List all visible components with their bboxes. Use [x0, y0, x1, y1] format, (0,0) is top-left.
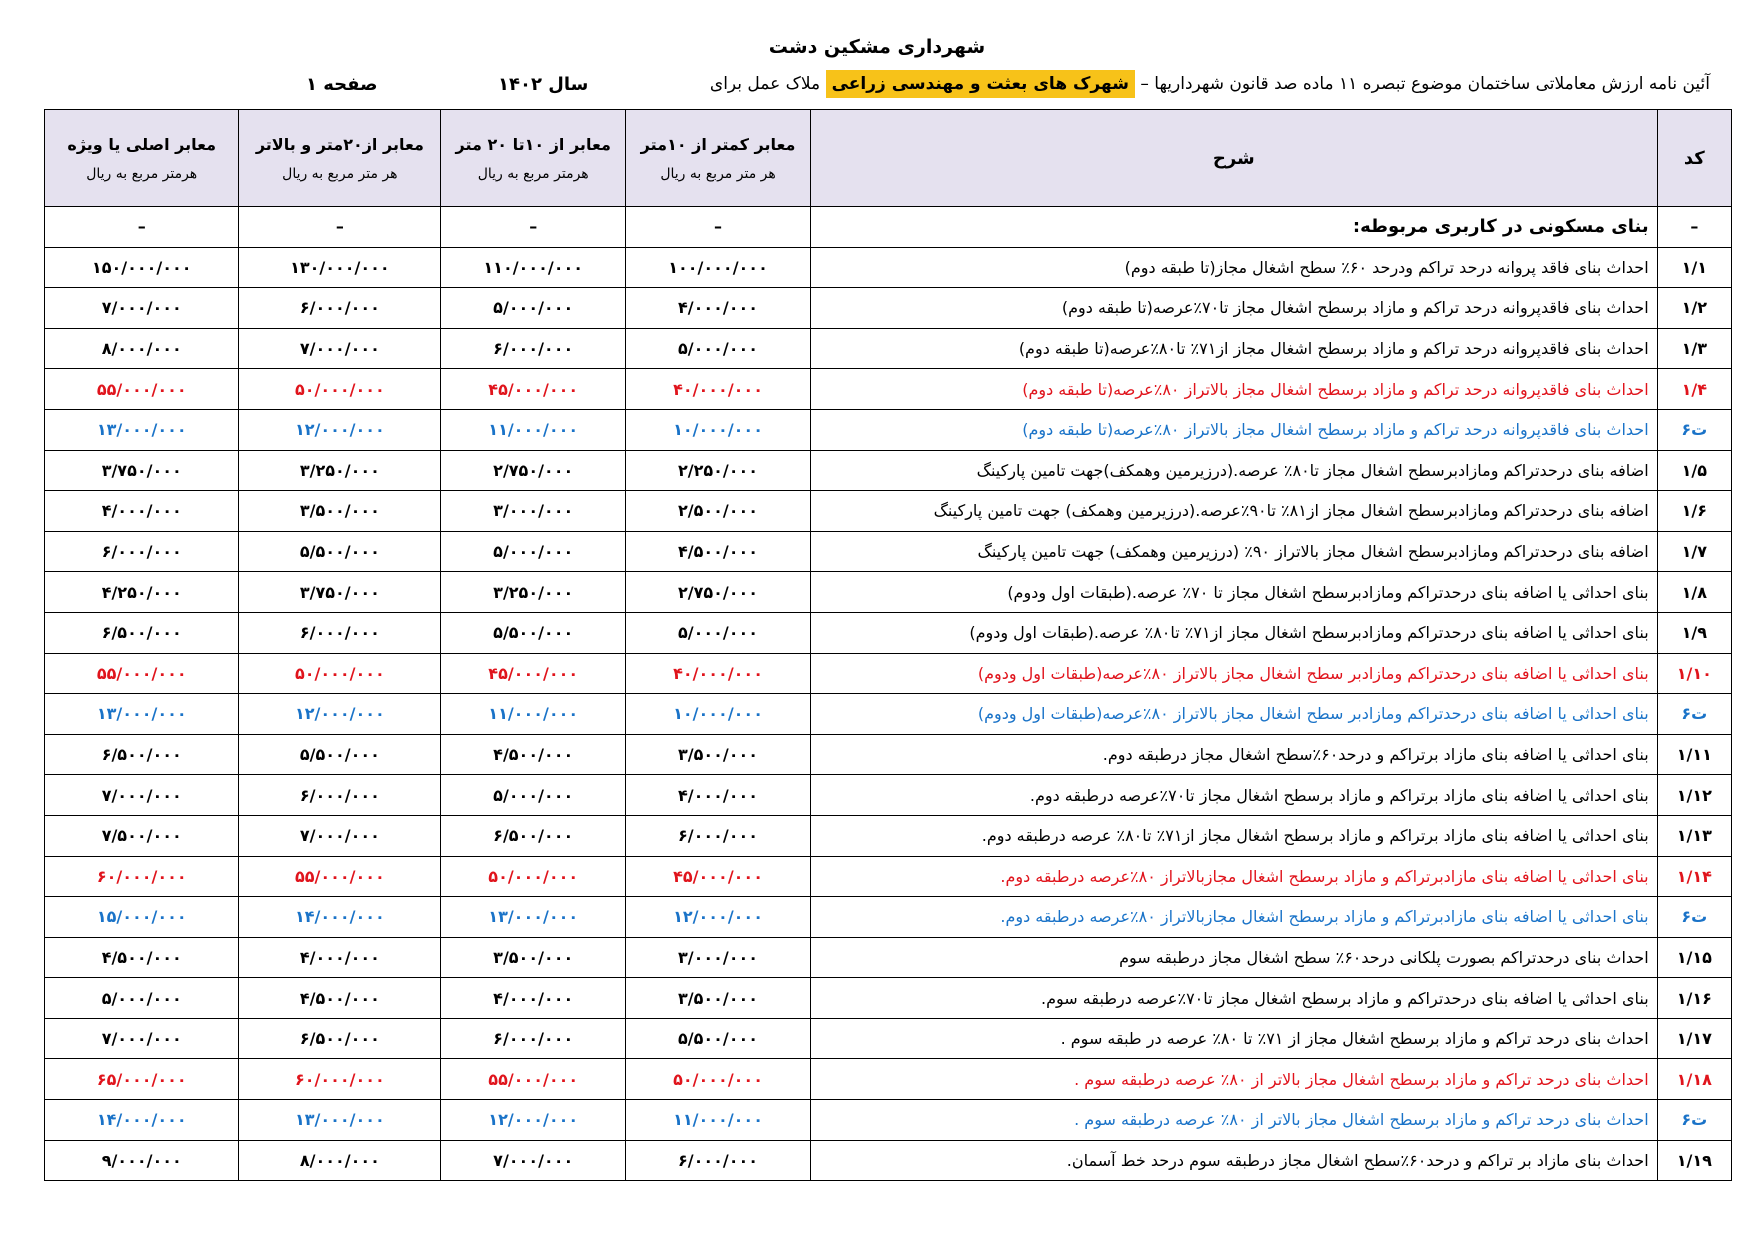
- row-code: ۱/۳: [1657, 328, 1731, 369]
- row-code: ۱/۴: [1657, 369, 1731, 410]
- value-under-10m: ۲/۷۵۰/۰۰۰: [626, 572, 811, 613]
- value-over-20m: ۵۵/۰۰۰/۰۰۰: [239, 856, 441, 897]
- value-under-10m: ۶/۰۰۰/۰۰۰: [626, 1140, 811, 1181]
- row-code: ۱/۱۴: [1657, 856, 1731, 897]
- value-over-20m: ۶/۰۰۰/۰۰۰: [239, 288, 441, 329]
- row-description: احداث بنای فاقدپروانه درحد تراکم و مازاد برسطح اشغال مجاز بالاتراز ۸۰٪عرصه(تا طبقه دوم): [810, 369, 1657, 410]
- row-code: ۱/۱۶: [1657, 978, 1731, 1019]
- value-over-20m: ۵/۵۰۰/۰۰۰: [239, 734, 441, 775]
- row-description: احداث بنای فاقد پروانه درحد تراکم ودرحد ۶۰٪ سطح اشغال مجاز(تا طبقه دوم): [810, 247, 1657, 288]
- year-label: سال ۱۴۰۲: [498, 74, 589, 95]
- value-main-roads: ۱۳/۰۰۰/۰۰۰: [45, 694, 239, 735]
- row-description: بنای احداثی یا اضافه بنای مازاد برتراکم و درحد۶۰٪سطح اشغال مجاز درطبقه دوم.: [810, 734, 1657, 775]
- value-over-20m: ۶/۰۰۰/۰۰۰: [239, 612, 441, 653]
- value-10-20m: ۵۰/۰۰۰/۰۰۰: [441, 856, 626, 897]
- value-under-10m: ۴۰/۰۰۰/۰۰۰: [626, 369, 811, 410]
- value-main-roads: ۱۳/۰۰۰/۰۰۰: [45, 409, 239, 450]
- value-under-10m: ۲/۲۵۰/۰۰۰: [626, 450, 811, 491]
- table-row: [45, 409, 1732, 450]
- subtitle-prefix: آئین نامه ارزش معاملاتی ساختمان موضوع تبصره ۱۱ ماده صد قانون شهرداریها –: [1134, 74, 1710, 94]
- row-code: ت۶: [1657, 694, 1731, 735]
- row-code: ۱/۶: [1657, 491, 1731, 532]
- row-description: بنای احداثی یا اضافه بنای درحدتراکم ومازادبر سطح اشغال مجاز بالاتراز ۸۰٪عرصه(طبقات اول ودوم): [810, 653, 1657, 694]
- row-code: ۱/۲: [1657, 288, 1731, 329]
- table-row: [45, 247, 1732, 288]
- table-row: [45, 1140, 1732, 1181]
- value-10-20m: ۱۱۰/۰۰۰/۰۰۰: [441, 247, 626, 288]
- value-10-20m: ۵۵/۰۰۰/۰۰۰: [441, 1059, 626, 1100]
- value-main-roads: ۴/۰۰۰/۰۰۰: [45, 491, 239, 532]
- value-over-20m: –: [239, 207, 441, 248]
- value-under-10m: ۵/۰۰۰/۰۰۰: [626, 612, 811, 653]
- value-main-roads: ۶/۰۰۰/۰۰۰: [45, 531, 239, 572]
- value-under-10m: –: [626, 207, 811, 248]
- col-header-main-roads: [45, 110, 239, 207]
- col-header-unit: هر متر مربع به ریال: [282, 165, 398, 182]
- value-over-20m: ۶۰/۰۰۰/۰۰۰: [239, 1059, 441, 1100]
- value-over-20m: ۱۳۰/۰۰۰/۰۰۰: [239, 247, 441, 288]
- value-over-20m: ۱۳/۰۰۰/۰۰۰: [239, 1100, 441, 1141]
- value-over-20m: ۱۴/۰۰۰/۰۰۰: [239, 897, 441, 938]
- value-over-20m: ۴/۵۰۰/۰۰۰: [239, 978, 441, 1019]
- table-row: [45, 1100, 1732, 1141]
- row-code: ت۶: [1657, 409, 1731, 450]
- row-description: بنای احداثی یا اضافه بنای درحدتراکم ومازادبرسطح اشغال مجاز تا ۷۰٪ عرصه.(طبقات اول ودوم): [810, 572, 1657, 613]
- row-code: ۱/۱۲: [1657, 775, 1731, 816]
- value-over-20m: ۳/۲۵۰/۰۰۰: [239, 450, 441, 491]
- row-description: بنای مسکونی در کاربری مربوطه:: [810, 207, 1657, 248]
- row-code: ۱/۷: [1657, 531, 1731, 572]
- row-code: ۱/۹: [1657, 612, 1731, 653]
- table-row: [45, 815, 1732, 856]
- value-main-roads: ۱۵۰/۰۰۰/۰۰۰: [45, 247, 239, 288]
- value-under-10m: ۳/۰۰۰/۰۰۰: [626, 937, 811, 978]
- value-10-20m: ۵/۰۰۰/۰۰۰: [441, 775, 626, 816]
- value-under-10m: ۴۰/۰۰۰/۰۰۰: [626, 653, 811, 694]
- table-row: [45, 734, 1732, 775]
- table-row: [45, 572, 1732, 613]
- value-under-10m: ۴/۰۰۰/۰۰۰: [626, 775, 811, 816]
- col-header-10-20m: [441, 110, 626, 207]
- value-10-20m: –: [441, 207, 626, 248]
- value-over-20m: ۷/۰۰۰/۰۰۰: [239, 815, 441, 856]
- row-description: بنای احداثی یا اضافه بنای درحدتراکم ومازادبرسطح اشغال مجاز از۷۱٪ تا۸۰٪ عرصه.(طبقات اول ودوم): [810, 612, 1657, 653]
- value-under-10m: ۳/۵۰۰/۰۰۰: [626, 734, 811, 775]
- value-10-20m: ۷/۰۰۰/۰۰۰: [441, 1140, 626, 1181]
- table-row: [45, 694, 1732, 735]
- table-row: [45, 653, 1732, 694]
- value-over-20m: ۷/۰۰۰/۰۰۰: [239, 328, 441, 369]
- value-under-10m: ۱۰۰/۰۰۰/۰۰۰: [626, 247, 811, 288]
- value-over-20m: ۶/۰۰۰/۰۰۰: [239, 775, 441, 816]
- row-description: احداث بنای فاقدپروانه درحد تراکم و مازاد برسطح اشغال مجاز تا۷۰٪عرصه(تا طبقه دوم): [810, 288, 1657, 329]
- table-row: [45, 1018, 1732, 1059]
- row-code: ت۶: [1657, 1100, 1731, 1141]
- value-under-10m: ۱۱/۰۰۰/۰۰۰: [626, 1100, 811, 1141]
- value-main-roads: –: [45, 207, 239, 248]
- value-10-20m: ۱۱/۰۰۰/۰۰۰: [441, 694, 626, 735]
- row-code: ۱/۵: [1657, 450, 1731, 491]
- value-over-20m: ۳/۷۵۰/۰۰۰: [239, 572, 441, 613]
- value-under-10m: ۶/۰۰۰/۰۰۰: [626, 815, 811, 856]
- table-row: [45, 288, 1732, 329]
- table-row: [45, 1059, 1732, 1100]
- row-description: احداث بنای فاقدپروانه درحد تراکم و مازاد برسطح اشغال مجاز از۷۱٪ تا۸۰٪عرصه(تا طبقه دوم): [810, 328, 1657, 369]
- subtitle: [710, 74, 1710, 94]
- row-description: احداث بنای مازاد بر تراکم و درحد۶۰٪سطح اشغال مجاز درطبقه سوم درحد خط آسمان.: [810, 1140, 1657, 1181]
- value-over-20m: ۴/۰۰۰/۰۰۰: [239, 937, 441, 978]
- table-row: [45, 328, 1732, 369]
- value-over-20m: ۵/۵۰۰/۰۰۰: [239, 531, 441, 572]
- row-description: احداث بنای فاقدپروانه درحد تراکم و مازاد برسطح اشغال مجاز بالاتراز ۸۰٪عرصه(تا طبقه دوم): [810, 409, 1657, 450]
- row-description: بنای احداثی یا اضافه بنای مازادبرتراکم و مازاد برسطح اشغال مجازبالاتراز ۸۰٪عرصه درطبقه دوم.: [810, 897, 1657, 938]
- value-over-20m: ۳/۵۰۰/۰۰۰: [239, 491, 441, 532]
- col-header-unit: هرمتر مربع به ریال: [477, 165, 589, 182]
- value-10-20m: ۴۵/۰۰۰/۰۰۰: [441, 369, 626, 410]
- value-under-10m: ۱۰/۰۰۰/۰۰۰: [626, 409, 811, 450]
- value-over-20m: ۵۰/۰۰۰/۰۰۰: [239, 653, 441, 694]
- page-number: صفحه ۱: [306, 74, 378, 95]
- subtitle-row: [0, 74, 1754, 104]
- value-main-roads: ۱۴/۰۰۰/۰۰۰: [45, 1100, 239, 1141]
- table-row: [45, 612, 1732, 653]
- table-row: [45, 897, 1732, 938]
- value-main-roads: ۵/۰۰۰/۰۰۰: [45, 978, 239, 1019]
- value-main-roads: ۶/۵۰۰/۰۰۰: [45, 612, 239, 653]
- row-description: بنای احداثی یا اضافه بنای درحدتراکم و مازاد برسطح اشغال مجاز تا۷۰٪عرصه درطبقه سوم.: [810, 978, 1657, 1019]
- value-main-roads: ۶/۵۰۰/۰۰۰: [45, 734, 239, 775]
- row-description: بنای احداثی یا اضافه بنای درحدتراکم ومازادبر سطح اشغال مجاز بالاتراز ۸۰٪عرصه(طبقات اول ودوم): [810, 694, 1657, 735]
- col-header-desc: شرح: [810, 110, 1657, 207]
- value-10-20m: ۴/۵۰۰/۰۰۰: [441, 734, 626, 775]
- row-code: ۱/۱۱: [1657, 734, 1731, 775]
- value-main-roads: ۷/۰۰۰/۰۰۰: [45, 288, 239, 329]
- value-under-10m: ۲/۵۰۰/۰۰۰: [626, 491, 811, 532]
- row-description: بنای احداثی یا اضافه بنای مازاد برتراکم و مازاد برسطح اشغال مجاز از۷۱٪ تا۸۰٪ عرصه درطبقه دوم.: [810, 815, 1657, 856]
- row-description: احداث بنای درحد تراکم و مازاد برسطح اشغال مجاز بالاتر از ۸۰٪ عرصه درطبقه سوم .: [810, 1059, 1657, 1100]
- value-under-10m: ۱۲/۰۰۰/۰۰۰: [626, 897, 811, 938]
- row-description: اضافه بنای درحدتراکم ومازادبرسطح اشغال مجاز تا۸۰٪ عرصه.(درزیرمین وهمکف)جهت تامین پارکینگ: [810, 450, 1657, 491]
- value-main-roads: ۷/۰۰۰/۰۰۰: [45, 775, 239, 816]
- table-row: [45, 856, 1732, 897]
- table-row: [45, 937, 1732, 978]
- col-header-title: معابر از ۱۰تا ۲۰ متر: [455, 134, 611, 154]
- value-under-10m: ۳/۵۰۰/۰۰۰: [626, 978, 811, 1019]
- value-10-20m: ۱۳/۰۰۰/۰۰۰: [441, 897, 626, 938]
- value-10-20m: ۳/۵۰۰/۰۰۰: [441, 937, 626, 978]
- row-description: احداث بنای درحدتراکم بصورت پلکانی درحد۶۰٪ سطح اشغال مجاز درطبقه سوم: [810, 937, 1657, 978]
- row-code: ۱/۸: [1657, 572, 1731, 613]
- value-10-20m: ۱۱/۰۰۰/۰۰۰: [441, 409, 626, 450]
- col-header-under-10m: [626, 110, 811, 207]
- col-header-code: کد: [1657, 110, 1731, 207]
- table-header-row: [45, 110, 1732, 207]
- value-main-roads: ۹/۰۰۰/۰۰۰: [45, 1140, 239, 1181]
- value-10-20m: ۱۲/۰۰۰/۰۰۰: [441, 1100, 626, 1141]
- row-description: بنای احداثی یا اضافه بنای مازادبرتراکم و مازاد برسطح اشغال مجازبالاتراز ۸۰٪عرصه درطبقه دوم.: [810, 856, 1657, 897]
- value-10-20m: ۵/۵۰۰/۰۰۰: [441, 612, 626, 653]
- value-main-roads: ۶۰/۰۰۰/۰۰۰: [45, 856, 239, 897]
- value-under-10m: ۵/۰۰۰/۰۰۰: [626, 328, 811, 369]
- value-under-10m: ۵/۵۰۰/۰۰۰: [626, 1018, 811, 1059]
- row-code: ۱/۱۵: [1657, 937, 1731, 978]
- value-10-20m: ۴۵/۰۰۰/۰۰۰: [441, 653, 626, 694]
- value-10-20m: ۳/۲۵۰/۰۰۰: [441, 572, 626, 613]
- value-main-roads: ۵۵/۰۰۰/۰۰۰: [45, 369, 239, 410]
- col-header-title: معابر از۲۰متر و بالاتر: [255, 134, 424, 154]
- row-description: بنای احداثی یا اضافه بنای مازاد برتراکم و مازاد برسطح اشغال مجاز تا۷۰٪عرصه درطبقه دوم.: [810, 775, 1657, 816]
- value-under-10m: ۴/۵۰۰/۰۰۰: [626, 531, 811, 572]
- col-header-over-20m: [239, 110, 441, 207]
- value-10-20m: ۶/۰۰۰/۰۰۰: [441, 328, 626, 369]
- value-main-roads: ۷/۰۰۰/۰۰۰: [45, 1018, 239, 1059]
- value-under-10m: ۵۰/۰۰۰/۰۰۰: [626, 1059, 811, 1100]
- row-code: ۱/۱: [1657, 247, 1731, 288]
- row-description: احداث بنای درحد تراکم و مازاد برسطح اشغال مجاز از ۷۱٪ تا ۸۰٪ عرصه در طبقه سوم .: [810, 1018, 1657, 1059]
- row-code: ۱/۱۷: [1657, 1018, 1731, 1059]
- col-header-unit: هر متر مربع به ریال: [660, 165, 776, 182]
- tariff-table: [44, 109, 1732, 1181]
- value-over-20m: ۱۲/۰۰۰/۰۰۰: [239, 409, 441, 450]
- document-title: شهرداری مشکین دشت: [768, 36, 986, 58]
- row-code: –: [1657, 207, 1731, 248]
- value-main-roads: ۱۵/۰۰۰/۰۰۰: [45, 897, 239, 938]
- row-code: ۱/۱۸: [1657, 1059, 1731, 1100]
- value-under-10m: ۴/۰۰۰/۰۰۰: [626, 288, 811, 329]
- row-code: ت۶: [1657, 897, 1731, 938]
- value-under-10m: ۱۰/۰۰۰/۰۰۰: [626, 694, 811, 735]
- value-main-roads: ۳/۷۵۰/۰۰۰: [45, 450, 239, 491]
- row-description: احداث بنای درحد تراکم و مازاد برسطح اشغال مجاز بالاتر از ۸۰٪ عرصه درطبقه سوم .: [810, 1100, 1657, 1141]
- value-10-20m: ۴/۰۰۰/۰۰۰: [441, 978, 626, 1019]
- row-code: ۱/۱۰: [1657, 653, 1731, 694]
- row-code: ۱/۱۹: [1657, 1140, 1731, 1181]
- row-description: اضافه بنای درحدتراکم ومازادبرسطح اشغال مجاز از۸۱٪ تا۹۰٪عرصه.(درزیرمین وهمکف) جهت تامین پارکینگ: [810, 491, 1657, 532]
- col-header-title: معابر اصلی یا ویژه: [67, 134, 217, 154]
- table-row: [45, 978, 1732, 1019]
- value-under-10m: ۴۵/۰۰۰/۰۰۰: [626, 856, 811, 897]
- value-main-roads: ۴/۲۵۰/۰۰۰: [45, 572, 239, 613]
- value-main-roads: ۶۵/۰۰۰/۰۰۰: [45, 1059, 239, 1100]
- value-10-20m: ۳/۰۰۰/۰۰۰: [441, 491, 626, 532]
- table-row: [45, 450, 1732, 491]
- value-main-roads: ۷/۵۰۰/۰۰۰: [45, 815, 239, 856]
- value-over-20m: ۱۲/۰۰۰/۰۰۰: [239, 694, 441, 735]
- value-10-20m: ۵/۰۰۰/۰۰۰: [441, 531, 626, 572]
- value-over-20m: ۶/۵۰۰/۰۰۰: [239, 1018, 441, 1059]
- col-header-title: معابر کمتر از ۱۰متر: [640, 134, 796, 154]
- table-row: [45, 207, 1732, 248]
- col-header-unit: هرمتر مربع به ریال: [86, 165, 198, 182]
- value-over-20m: ۸/۰۰۰/۰۰۰: [239, 1140, 441, 1181]
- value-10-20m: ۶/۰۰۰/۰۰۰: [441, 1018, 626, 1059]
- value-10-20m: ۶/۵۰۰/۰۰۰: [441, 815, 626, 856]
- table-row: [45, 491, 1732, 532]
- table-row: [45, 531, 1732, 572]
- value-main-roads: ۵۵/۰۰۰/۰۰۰: [45, 653, 239, 694]
- row-code: ۱/۱۳: [1657, 815, 1731, 856]
- value-10-20m: ۲/۷۵۰/۰۰۰: [441, 450, 626, 491]
- subtitle-highlight: شهرک های بعثت و مهندسی زراعی: [826, 70, 1135, 98]
- value-main-roads: ۸/۰۰۰/۰۰۰: [45, 328, 239, 369]
- value-over-20m: ۵۰/۰۰۰/۰۰۰: [239, 369, 441, 410]
- subtitle-suffix: ملاک عمل برای: [709, 74, 826, 94]
- value-10-20m: ۵/۰۰۰/۰۰۰: [441, 288, 626, 329]
- row-description: اضافه بنای درحدتراکم ومازادبرسطح اشغال مجاز بالاتراز ۹۰٪ (درزیرمین وهمکف) جهت تامین پارکینگ: [810, 531, 1657, 572]
- table-row: [45, 775, 1732, 816]
- table-row: [45, 369, 1732, 410]
- value-main-roads: ۴/۵۰۰/۰۰۰: [45, 937, 239, 978]
